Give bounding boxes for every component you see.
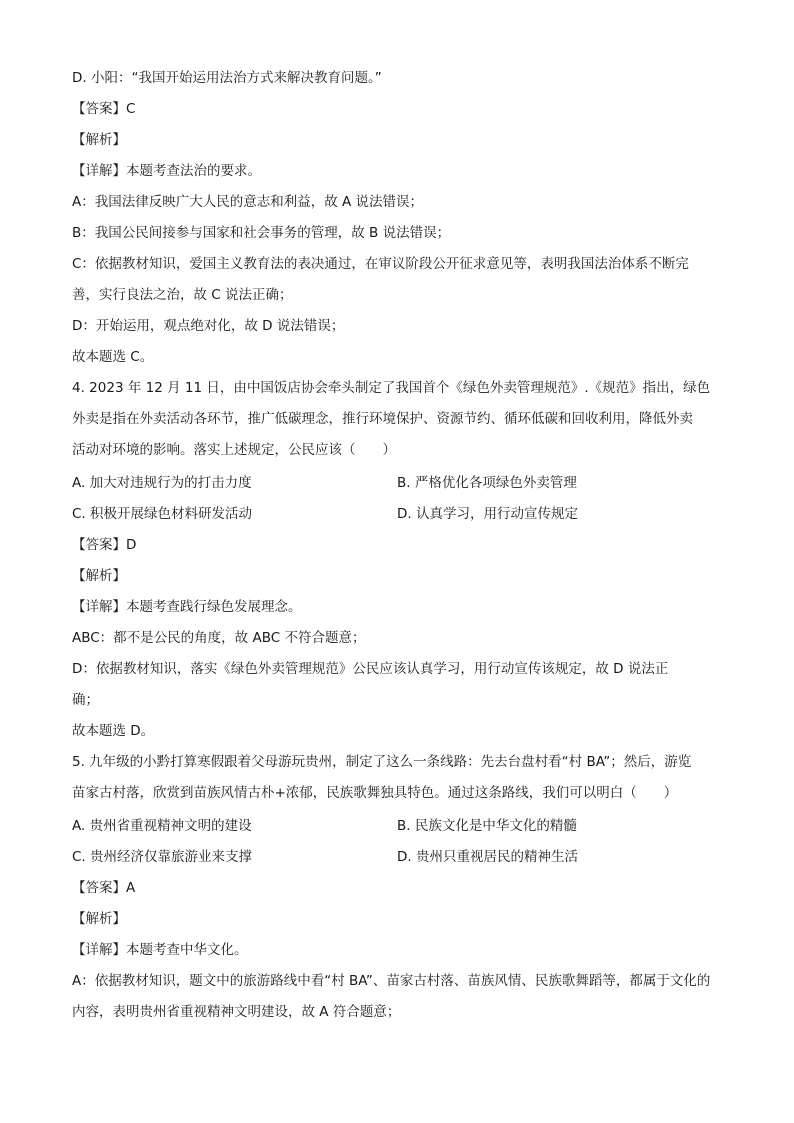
- q4-conclusion: 故本题选 D。: [72, 723, 155, 739]
- q3-conclusion: 故本题选 C。: [72, 349, 154, 365]
- q5-detail-a-cont: 内容，表明贵州省重视精神文明建设，故 A 符合题意；: [72, 1004, 401, 1020]
- q3-option-d: D. 小阳：“我国开始运用法治方式来解决教育问题。”: [72, 70, 382, 86]
- q5-stem-line-1: 5. 九年级的小黔打算寒假跟着父母游玩贵州，制定了这么一条线路：先去台盘村看“村 BA”；然后，游览: [72, 754, 692, 770]
- q5-option-d: D. 贵州只重视居民的精神生活: [397, 849, 578, 865]
- q5-detail-a: A：依据教材知识，题文中的旅游路线中看“村 BA”、苗家古村落、苗族风情、民族歌舞蹈等，都属于文化的: [72, 973, 711, 989]
- q4-stem-line-3: 活动对环境的影响。落实上述规定，公民应该（ ）: [72, 442, 396, 458]
- q3-answer: 【答案】C: [72, 101, 136, 117]
- q4-option-d: D. 认真学习，用行动宣传规定: [397, 506, 578, 522]
- q4-detail-d: D：依据教材知识，落实《绿色外卖管理规范》公民应该认真学习，用行动宣传该规定，故 D 说法正: [72, 661, 669, 677]
- q3-detail-intro: 【详解】本题考查法治的要求。: [72, 163, 261, 179]
- q3-detail-d: D：开始运用，观点绝对化，故 D 说法错误；: [72, 318, 345, 334]
- q3-analysis-label: 【解析】: [72, 132, 126, 148]
- q3-detail-c-cont: 善，实行良法之治，故 C 说法正确；: [72, 287, 293, 303]
- q5-option-c: C. 贵州经济仅靠旅游业来支撑: [72, 849, 253, 865]
- q5-stem-line-2: 苗家古村落，欣赏到苗族风情古朴+浓郁，民族歌舞独具特色。通过这条路线，我们可以明白（ ）: [72, 785, 678, 801]
- q4-detail-intro: 【详解】本题考查践行绿色发展理念。: [72, 599, 302, 615]
- q5-option-a: A. 贵州省重视精神文明的建设: [72, 818, 252, 834]
- q4-option-b: B. 严格优化各项绿色外卖管理: [397, 475, 577, 491]
- q5-detail-intro: 【详解】本题考查中华文化。: [72, 942, 248, 958]
- q4-detail-abc: ABC：都不是公民的角度，故 ABC 不符合题意；: [72, 630, 366, 646]
- q4-detail-d-cont: 确；: [72, 692, 99, 708]
- q3-detail-b: B：我国公民间接参与国家和社会事务的管理，故 B 说法错误；: [72, 225, 451, 241]
- q4-answer: 【答案】D: [72, 537, 137, 553]
- q5-option-b: B. 民族文化是中华文化的精髓: [397, 818, 577, 834]
- q5-answer: 【答案】A: [72, 880, 136, 896]
- q3-detail-c: C：依据教材知识，爱国主义教育法的表决通过，在审议阶段公开征求意见等，表明我国法治体系不断完: [72, 256, 689, 272]
- q4-option-a: A. 加大对违规行为的打击力度: [72, 475, 252, 491]
- q5-analysis-label: 【解析】: [72, 911, 126, 927]
- q4-option-c: C. 积极开展绿色材料研发活动: [72, 506, 253, 522]
- q4-stem-line-1: 4. 2023 年 12 月 11 日，由中国饭店协会牵头制定了我国首个《绿色外卖管理规范》.《规范》指出，绿色: [72, 380, 711, 396]
- q4-stem-line-2: 外卖是指在外卖活动各环节，推广低碳理念，推行环境保护、资源节约、循环低碳和回收利用，降低外卖: [72, 411, 693, 427]
- q3-detail-a: A：我国法律反映广大人民的意志和利益，故 A 说法错误；: [72, 194, 424, 210]
- q4-analysis-label: 【解析】: [72, 568, 126, 584]
